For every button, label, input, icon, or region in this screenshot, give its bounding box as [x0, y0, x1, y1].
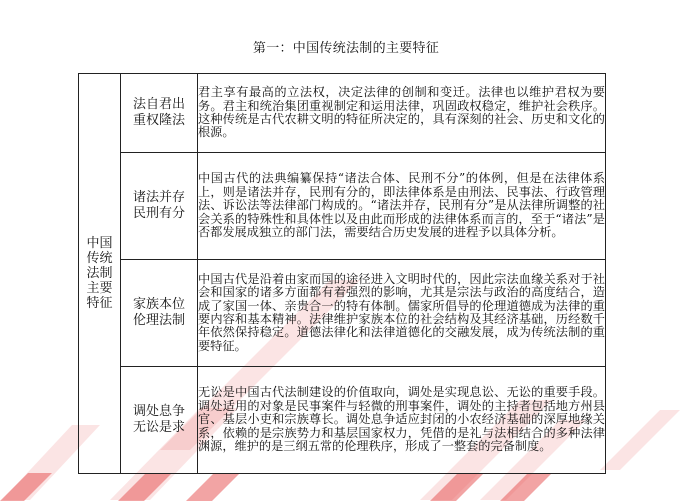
feature-name-cell [121, 260, 198, 367]
feature-name: 家族本位伦理法制 [132, 297, 185, 328]
feature-name: 诸法并存民刑有分 [132, 190, 185, 221]
main-heading: 中国传统法制主要特征 [86, 236, 113, 311]
feature-name: 调处息争无讼是求 [132, 404, 185, 435]
table-row [79, 260, 606, 367]
table-row [79, 367, 606, 474]
feature-name: 法自君出重权隆法 [132, 97, 185, 128]
feature-name-cell [121, 367, 198, 474]
page-title: 第一：中国传统法制的主要特征 [252, 41, 440, 56]
table-row [79, 153, 606, 260]
features-table [78, 73, 606, 474]
feature-name-cell [121, 74, 198, 153]
feature-description: 中国古代是沿着由家而国的途径进入文明时代的，因此宗法血缘关系对于社会和国家的诸多方面都有着强烈的影响，尤其是宗法与政治的高度结合，造成了家国一体、亲贵合一的特有体制。儒家所倡导的伦理道德成为法律的重要内容和基本精神。法律维护家族本位的社会结构及其经济基础，历经数千年依然保持稳定。道德法律化和法律道德化的交融发展，成为传统法制的重要特征。 [198, 260, 606, 367]
table-row [79, 74, 606, 153]
feature-description: 中国古代的法典编纂保持“诸法合体、民刑不分”的体例，但是在法律体系上，则是诸法并存，民刑有分的，即法律体系是由刑法、民事法、行政管理法、诉讼法等法律部门构成的。“诸法并存，民刑有分”是从法律所调整的社会关系的特殊性和具体性以及由此而形成的法律体系而言的，至于“诸法”是否都发展成独立的部门法，需要结合历史发展的进程予以具体分析。 [198, 153, 606, 260]
feature-description: 无讼是中国古代法制建设的价值取向，调处是实现息讼、无讼的重要手段。调处适用的对象是民事案件与轻微的刑事案件，调处的主持者包括地方州县官、基层小吏和宗族尊长。调处息争适应封闭的小农经济基础的深厚地缘关系，依赖的是宗族势力和基层国家权力，凭借的是礼与法相结合的多种法律渊源，维护的是三纲五常的伦理秩序，形成了一整套的完备制度。 [198, 367, 606, 474]
main-heading-cell [79, 74, 121, 474]
feature-name-cell [121, 153, 198, 260]
feature-description: 君主享有最高的立法权，决定法律的创制和变迁。法律也以维护君权为要务。君主和统治集团重视制定和运用法律，巩固政权稳定，维护社会秩序。这种传统是古代农耕文明的特征所决定的，具有深刻的社会、历史和文化的根源。 [198, 74, 606, 153]
